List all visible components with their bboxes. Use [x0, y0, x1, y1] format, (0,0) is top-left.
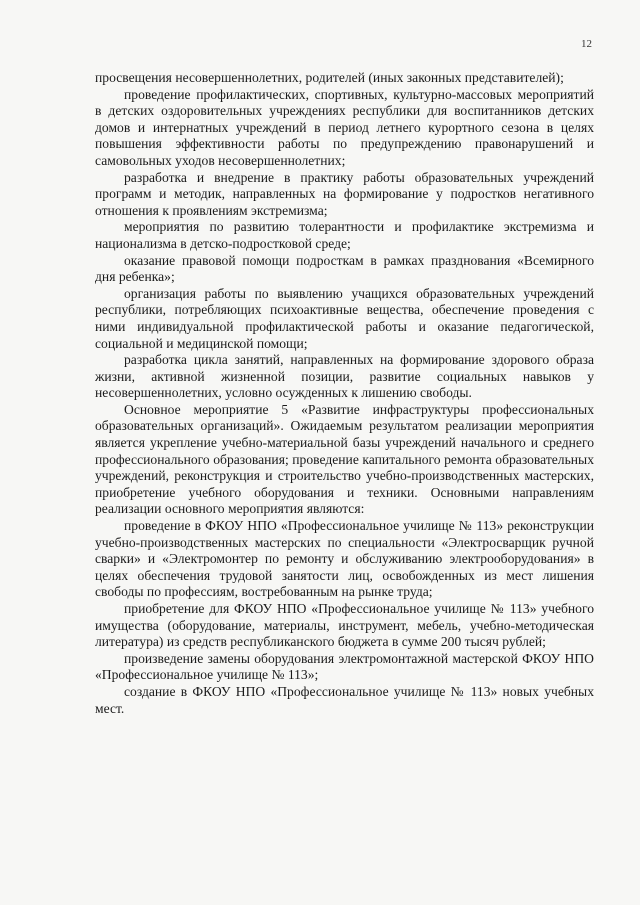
paragraph: просвещения несовершеннолетних, родителей (иных законных представителей);: [95, 70, 564, 85]
page-number: 12: [581, 38, 592, 50]
document-body: [95, 70, 594, 717]
paragraph: приобретение для ФКОУ НПО «Профессиональное училище № 113» учебного имущества (оборудование, материалы, инструмент, мебель, учебно-методическая литература) из средств республиканского бюджета в сумме 200 тысяч рублей;: [95, 601, 594, 650]
paragraph: разработка и внедрение в практику работы образовательных учреждений программ и методик, направленных на формирование у подростков негативного отношения к проявлениям экстремизма;: [95, 169, 594, 218]
paragraph: организация работы по выявлению учащихся образовательных учреждений республики, потребляющих психоактивные вещества, обеспечение проведения с ними индивидуальной профилактической работы и оказание педагогической, социальной и медицинской помощи;: [95, 285, 594, 351]
paragraph: проведение в ФКОУ НПО «Профессиональное училище № 113» реконструкции учебно-производственных мастерских по специальности «Электросварщик ручной сварки» и «Электромонтер по ремонту и обслуживанию электрооборудования» в целях обеспечения трудовой занятости лиц, освобожденных из мест лишения свободы по профессиям, востребованным на рынке труда;: [95, 518, 594, 600]
paragraph: разработка цикла занятий, направленных на формирование здорового образа жизни, активной жизненной позиции, развитие социальных навыков у несовершеннолетних, условно осужденных к лишению свободы.: [95, 352, 594, 401]
paragraph: произведение замены оборудования электромонтажной мастерской ФКОУ НПО «Профессиональное училище № 113»;: [95, 650, 594, 683]
paragraph: проведение профилактических, спортивных, культурно-массовых мероприятий в детских оздоровительных учреждениях республики для воспитанников детских домов и интернатных учреждений в период летнего курортного сезона в целях повышения эффективности работы по предупреждению правонарушений и самовольных уходов несовершеннолетних;: [95, 86, 594, 168]
paragraph: мероприятия по развитию толерантности и профилактике экстремизма и национализма в детско-подростковой среде;: [95, 219, 594, 251]
paragraph: оказание правовой помощи подросткам в рамках празднования «Всемирного дня ребенка»;: [95, 252, 594, 285]
paragraph: создание в ФКОУ НПО «Профессиональное училище № 113» новых учебных мест.: [95, 683, 594, 716]
paragraph: Основное мероприятие 5 «Развитие инфраструктуры профессиональных образовательных организаций». Ожидаемым результатом реализации мероприятия является укрепление учебно-материальной базы учреждений начального и среднего профессионального образования; проведение капитального ремонта образовательных учреждений, реконструкция и строительство учебно-производственных мастерских, приобретение учебного оборудования и техники. Основными направлениям реализации основного мероприятия являются:: [95, 401, 594, 517]
